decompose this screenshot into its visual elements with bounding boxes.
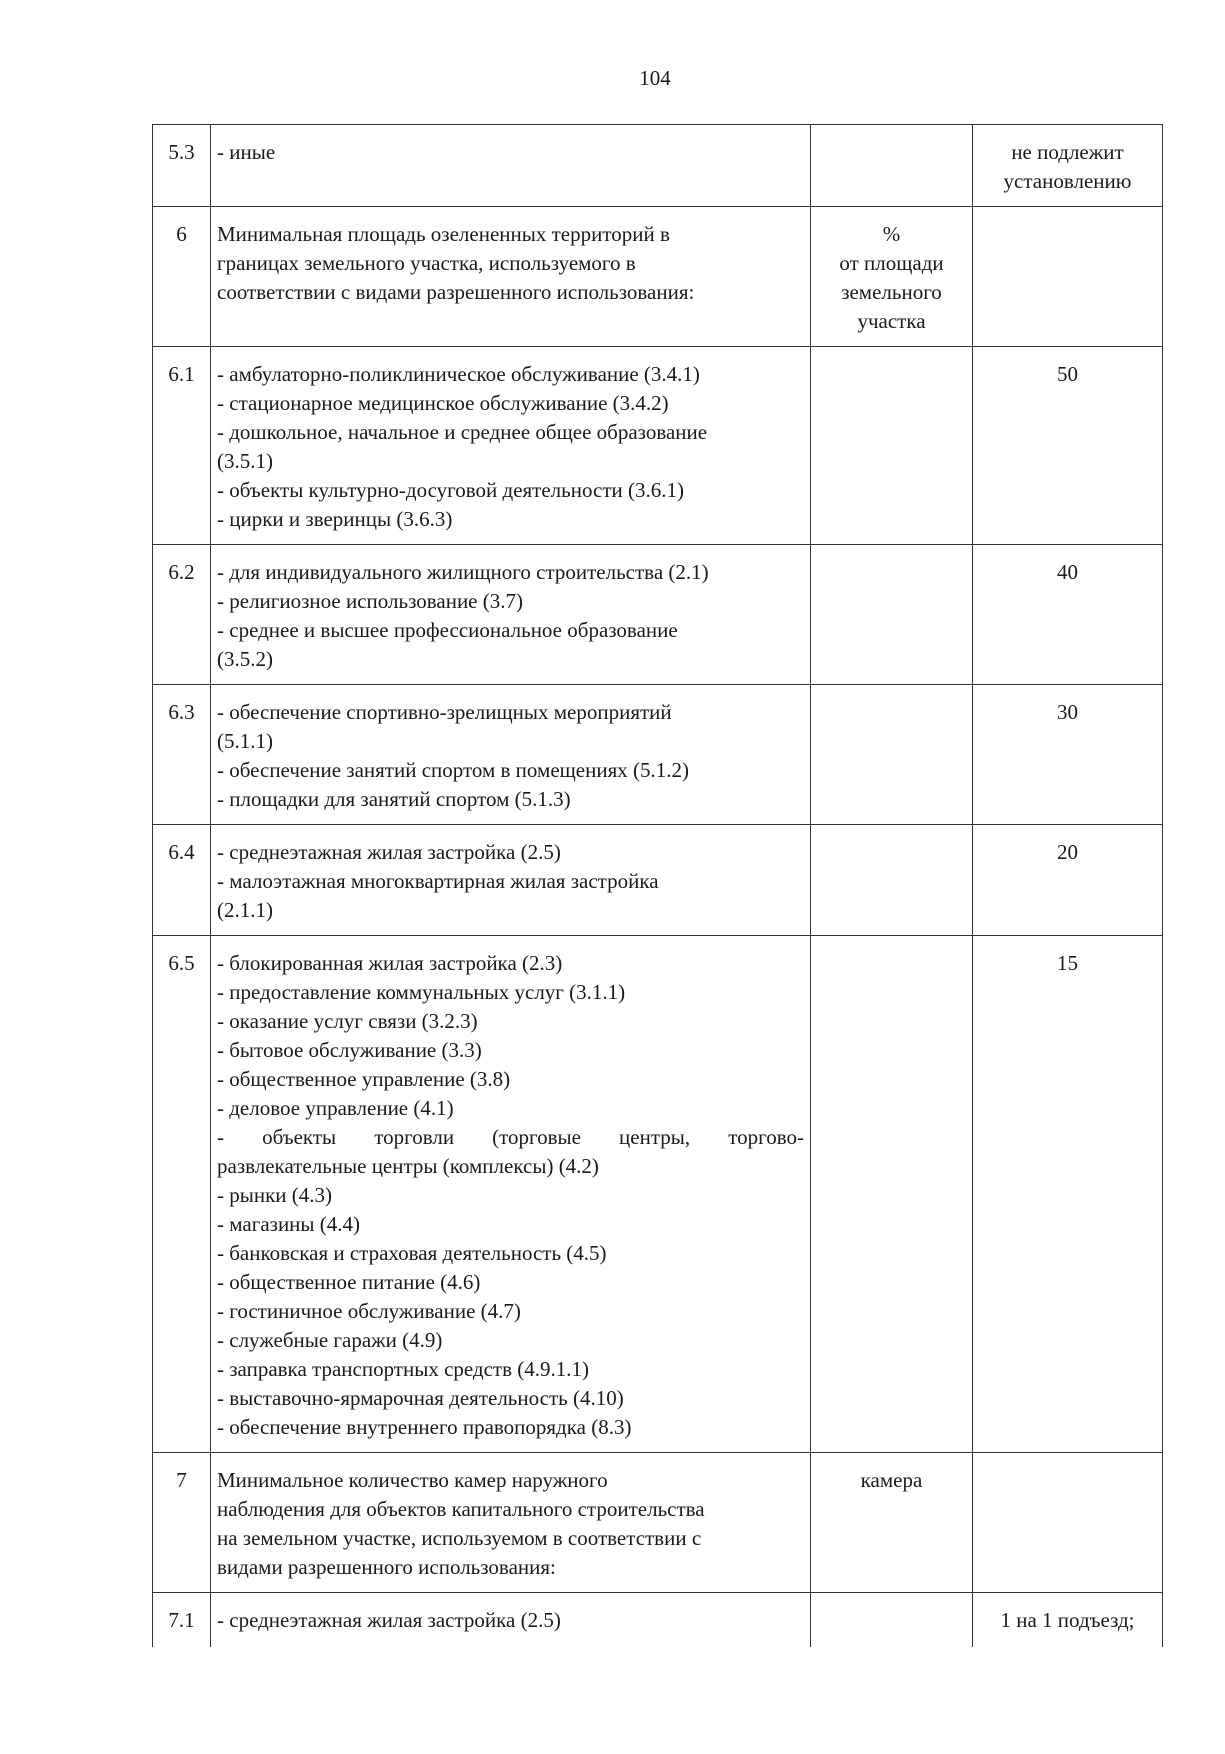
row-description-line: на земельном участке, используемом в соответствии с [217, 1526, 702, 1550]
row-value-line: 1 на 1 подъезд; [1000, 1608, 1135, 1632]
table-row [153, 1453, 1163, 1593]
row-description-line: - гостиничное обслуживание (4.7) [217, 1299, 521, 1323]
row-description-line: - цирки и зверинцы (3.6.3) [217, 507, 453, 531]
row-description-line: - магазины (4.4) [217, 1212, 361, 1236]
table-row [153, 545, 1163, 685]
row-value [973, 347, 1163, 545]
row-number: 6.2 [153, 545, 211, 685]
row-description-line: - среднее и высшее профессиональное образование [217, 618, 678, 642]
row-description-line: - для индивидуального жилищного строительства (2.1) [217, 560, 709, 584]
row-value-line: 30 [1057, 700, 1078, 724]
table-row [153, 1593, 1163, 1648]
row-description [211, 825, 811, 936]
row-value [973, 125, 1163, 207]
row-description-line: - обеспечение спортивно-зрелищных мероприятий [217, 700, 672, 724]
row-unit [811, 825, 973, 936]
row-number: 6.3 [153, 685, 211, 825]
row-description-line: - рынки (4.3) [217, 1183, 333, 1207]
row-description [211, 1453, 811, 1593]
row-description [211, 685, 811, 825]
row-number: 6 [153, 207, 211, 347]
row-description-line: - выставочно-ярмарочная деятельность (4.10) [217, 1386, 624, 1410]
row-unit-line: от площади [839, 251, 944, 275]
row-description-line: - дошкольное, начальное и среднее общее образование [217, 420, 708, 444]
row-unit-line: участка [857, 309, 926, 333]
row-description [211, 1593, 811, 1648]
row-description-line: Минимальное количество камер наружного [217, 1468, 608, 1492]
row-description [211, 936, 811, 1453]
row-unit-line: % [882, 222, 901, 246]
row-description-line: развлекательные центры (комплексы) (4.2) [217, 1154, 599, 1178]
table-row [153, 825, 1163, 936]
row-unit [811, 125, 973, 207]
row-unit [811, 1593, 973, 1648]
row-unit [811, 545, 973, 685]
row-description [211, 347, 811, 545]
table-row [153, 125, 1163, 207]
row-description-line: - объекты торговли (торговые центры, торгово- [217, 1125, 804, 1149]
row-value [973, 545, 1163, 685]
page-number: 104 [639, 66, 671, 90]
row-description-line: - блокированная жилая застройка (2.3) [217, 951, 563, 975]
row-description-line: - общественное питание (4.6) [217, 1270, 481, 1294]
table-row [153, 685, 1163, 825]
row-description-line: - площадки для занятий спортом (5.1.3) [217, 787, 571, 811]
row-description-line: - оказание услуг связи (3.2.3) [217, 1009, 478, 1033]
row-description-line: - служебные гаражи (4.9) [217, 1328, 443, 1352]
row-value [973, 825, 1163, 936]
row-value-line: 20 [1057, 840, 1078, 864]
table-row [153, 936, 1163, 1453]
row-number: 6.5 [153, 936, 211, 1453]
row-description-line: (3.5.2) [217, 647, 273, 671]
row-description [211, 125, 811, 207]
row-value [973, 936, 1163, 1453]
regulations-table [152, 124, 1163, 1647]
row-description-line: - обеспечение занятий спортом в помещениях (5.1.2) [217, 758, 689, 782]
row-value-line: 50 [1057, 362, 1078, 386]
row-value [973, 1593, 1163, 1648]
row-description-line: - бытовое обслуживание (3.3) [217, 1038, 482, 1062]
row-value-line: установлению [1003, 169, 1132, 193]
row-description-line: - банковская и страховая деятельность (4.5) [217, 1241, 607, 1265]
table-row [153, 347, 1163, 545]
row-description-line: - деловое управление (4.1) [217, 1096, 454, 1120]
row-value [973, 207, 1163, 347]
row-description-line: - заправка транспортных средств (4.9.1.1) [217, 1357, 590, 1381]
row-number: 5.3 [153, 125, 211, 207]
row-description-line: - стационарное медицинское обслуживание (3.4.2) [217, 391, 669, 415]
row-description-line: - среднеэтажная жилая застройка (2.5) [217, 840, 561, 864]
row-unit [811, 685, 973, 825]
row-description-line: - предоставление коммунальных услуг (3.1.1) [217, 980, 626, 1004]
row-unit [811, 207, 973, 347]
row-description-line: - религиозное использование (3.7) [217, 589, 523, 613]
row-unit [811, 1453, 973, 1593]
row-number: 7.1 [153, 1593, 211, 1648]
row-value-line: не подлежит [1011, 140, 1124, 164]
row-value-line: 15 [1057, 951, 1078, 975]
row-unit [811, 936, 973, 1453]
row-description-line: - иные [217, 140, 276, 164]
table-row [153, 207, 1163, 347]
row-value [973, 685, 1163, 825]
row-description-line: - среднеэтажная жилая застройка (2.5) [217, 1608, 561, 1632]
row-description [211, 545, 811, 685]
row-unit-line: камера [860, 1468, 923, 1492]
row-value-line: 40 [1057, 560, 1078, 584]
row-description-line: - объекты культурно-досуговой деятельности (3.6.1) [217, 478, 684, 502]
row-value [973, 1453, 1163, 1593]
row-description-line: (2.1.1) [217, 898, 273, 922]
row-description-line: - амбулаторно-поликлиническое обслуживание (3.4.1) [217, 362, 700, 386]
row-description-line: видами разрешенного использования: [217, 1555, 556, 1579]
row-unit-line: земельного [841, 280, 942, 304]
row-description-line: - обеспечение внутреннего правопорядка (8.3) [217, 1415, 632, 1439]
row-description-line: наблюдения для объектов капитального строительства [217, 1497, 705, 1521]
row-unit [811, 347, 973, 545]
row-description-line: (5.1.1) [217, 729, 273, 753]
row-number: 6.4 [153, 825, 211, 936]
row-number: 6.1 [153, 347, 211, 545]
row-description [211, 207, 811, 347]
row-description-line: соответствии с видами разрешенного использования: [217, 280, 695, 304]
row-description-line: - малоэтажная многоквартирная жилая застройка [217, 869, 659, 893]
row-description-line: границах земельного участка, используемого в [217, 251, 636, 275]
row-description-line: - общественное управление (3.8) [217, 1067, 511, 1091]
row-description-line: Минимальная площадь озелененных территорий в [217, 222, 670, 246]
row-number: 7 [153, 1453, 211, 1593]
row-description-line: (3.5.1) [217, 449, 273, 473]
